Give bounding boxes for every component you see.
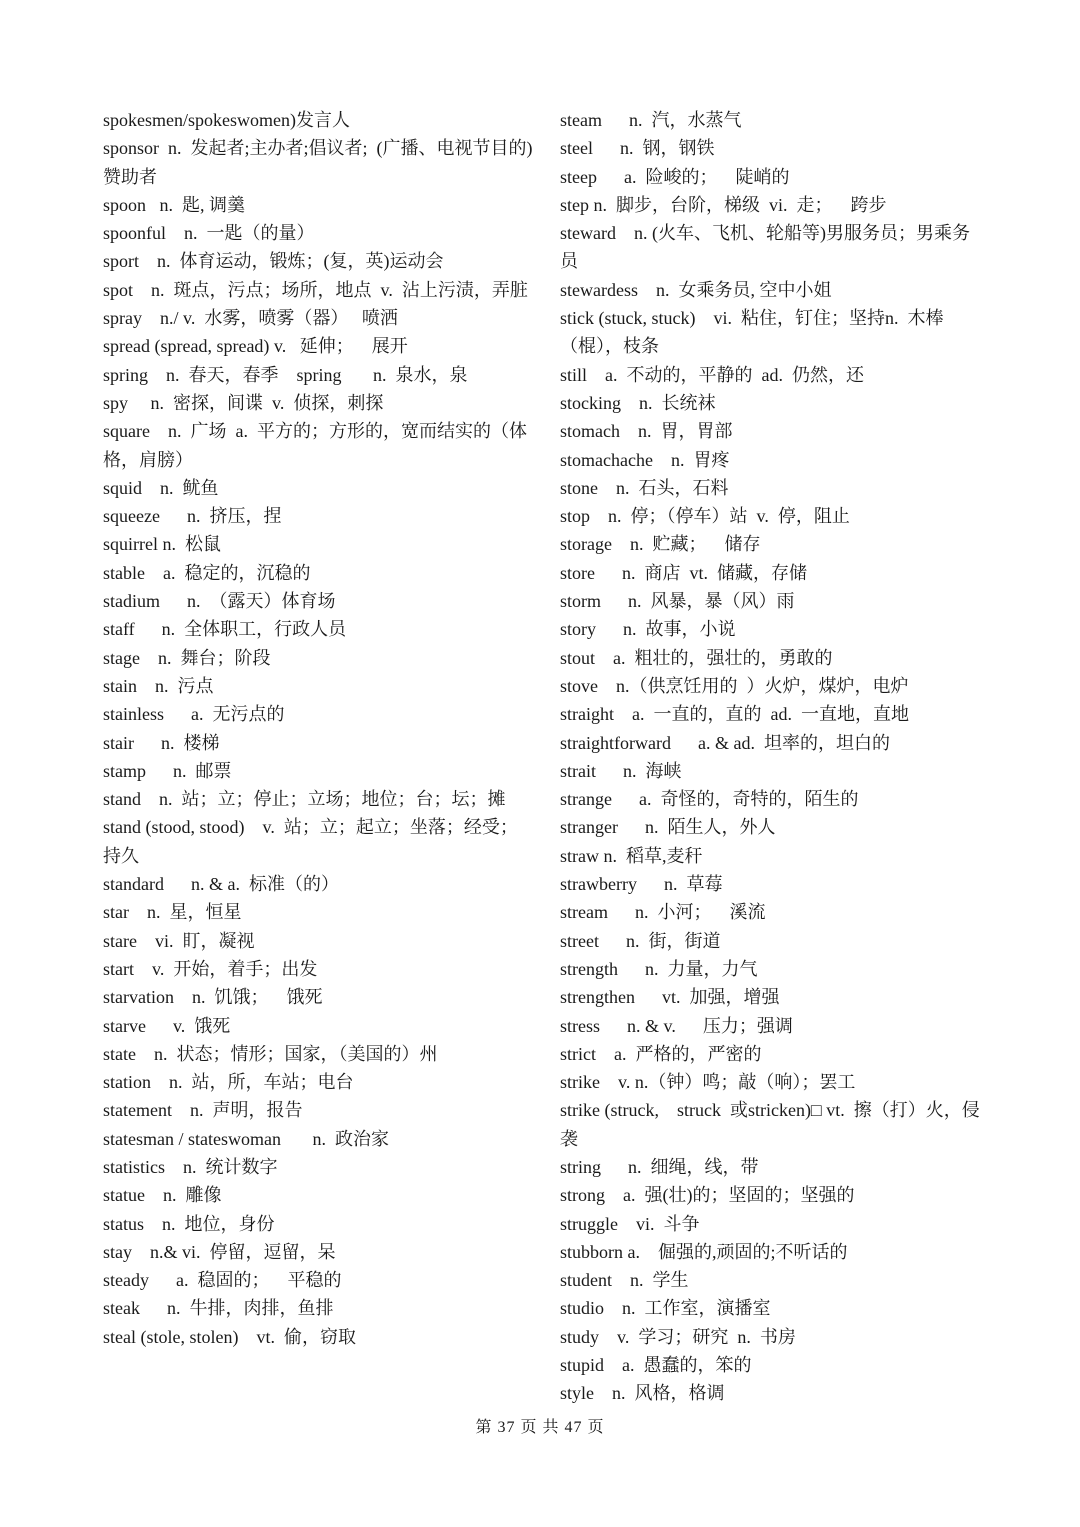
vocab-entry: stand n. 站；立；停止；立场；地位；台；坛；摊 (103, 789, 506, 810)
vocab-entry: spy n. 密探，间谍 v. 侦探，刺探 (103, 392, 384, 413)
vocab-entry: spot n. 斑点，污点；场所，地点 v. 沾上污渍，弄脏 (103, 279, 528, 300)
vocab-entry: stage n. 舞台；阶段 (103, 647, 271, 668)
vocab-entry: stove n.（供烹饪用的 ）火炉，煤炉，电炉 (560, 675, 909, 696)
vocab-entry: status n. 地位，身份 (103, 1213, 275, 1234)
vocab-entry: store n. 商店 vt. 储藏，存储 (560, 562, 807, 583)
vocab-entry: storm n. 风暴，暴（风）雨 (560, 591, 795, 612)
vocab-entry: steal (stole, stolen) vt. 偷，窃取 (103, 1326, 356, 1347)
vocab-entry: straightforward a. & ad. 坦率的，坦白的 (560, 732, 890, 753)
vocab-entry: straight a. 一直的，直的 ad. 一直地，直地 (560, 704, 909, 725)
vocab-entry: studio n. 工作室，演播室 (560, 1298, 771, 1319)
vocab-entry: step n. 脚步，台阶，梯级 vi. 走； 跨步 (560, 194, 887, 215)
vocab-entry: steward n. (火车、飞机、轮船等)男服务员；男乘务员 (560, 223, 970, 272)
vocab-entry: strike (struck, struck 或stricken)□ vt. 擦（打）火，侵袭 (560, 1100, 980, 1149)
vocab-entry: stubborn a. 倔强的,顽固的;不听话的 (560, 1241, 848, 1262)
vocab-entry: spring n. 春天，春季 spring n. 泉水，泉 (103, 364, 468, 385)
vocab-entry: stare vi. 盯，凝视 (103, 930, 255, 951)
vocab-entry: standard n. & a. 标准（的） (103, 874, 339, 895)
vocab-entry: stomach n. 胃，胃部 (560, 421, 733, 442)
vocab-entry: street n. 街，街道 (560, 930, 721, 951)
vocab-entry: steady a. 稳固的； 平稳的 (103, 1270, 342, 1291)
vocab-entry: stone n. 石头，石料 (560, 477, 729, 498)
vocab-entry: statement n. 声明，报告 (103, 1100, 303, 1121)
vocab-entry: star n. 星，恒星 (103, 902, 242, 923)
vocab-entry: staff n. 全体职工，行政人员 (103, 619, 347, 640)
vocab-entry: stadium n. （露天）体育场 (103, 591, 336, 612)
vocab-entry: stout a. 粗壮的，强壮的，勇敢的 (560, 647, 833, 668)
vocab-entry: statesman / stateswoman n. 政治家 (103, 1128, 389, 1149)
vocab-entry: squirrel n. 松鼠 (103, 534, 221, 555)
vocab-entry: strong a. 强(壮)的；坚固的；坚强的 (560, 1185, 855, 1206)
vocab-entry: stop n. 停；（停车）站 v. 停，阻止 (560, 506, 850, 527)
vocab-entry: squid n. 鱿鱼 (103, 477, 219, 498)
right-column (560, 106, 985, 1408)
vocab-entry: start v. 开始，着手；出发 (103, 958, 318, 979)
vocab-entry: stainless a. 无污点的 (103, 704, 285, 725)
vocab-entry: strength n. 力量，力气 (560, 958, 758, 979)
vocab-entry: spoonful n. 一匙（的量） (103, 223, 315, 244)
left-column (103, 106, 533, 1351)
vocab-entry: struggle vi. 斗争 (560, 1213, 700, 1234)
vocab-entry: stay n.& vi. 停留，逗留，呆 (103, 1241, 336, 1262)
vocab-entry: stranger n. 陌生人，外人 (560, 817, 776, 838)
vocab-entry: statistics n. 统计数字 (103, 1156, 278, 1177)
vocab-entry: strawberry n. 草莓 (560, 874, 723, 895)
vocab-entry: sport n. 体育运动，锻炼；(复，英)运动会 (103, 251, 444, 272)
vocab-entry: station n. 站，所，车站；电台 (103, 1072, 354, 1093)
vocab-entry: steak n. 牛排，肉排，鱼排 (103, 1298, 334, 1319)
vocab-entry: statue n. 雕像 (103, 1185, 222, 1206)
vocab-entry: string n. 细绳，线，带 (560, 1156, 759, 1177)
vocab-entry: steep a. 险峻的； 陡峭的 (560, 166, 790, 187)
vocab-entry: stable a. 稳定的，沉稳的 (103, 562, 311, 583)
vocab-entry: spokesmen/spokeswomen)发言人 (103, 110, 350, 130)
vocab-entry: stupid a. 愚蠢的，笨的 (560, 1355, 752, 1376)
vocab-entry: steam n. 汽，水蒸气 (560, 110, 742, 130)
vocab-entry: storage n. 贮藏； 储存 (560, 534, 761, 555)
vocab-entry: strike v. n.（钟）鸣；敲（响）；罢工 (560, 1072, 856, 1093)
vocab-entry: stand (stood, stood) v. 站；立；起立；坐落；经受；持久 (103, 817, 518, 866)
vocab-entry: spread (spread, spread) v. 延伸； 展开 (103, 336, 408, 357)
vocab-entry: starve v. 饿死 (103, 1015, 231, 1036)
vocab-entry: strange a. 奇怪的，奇特的，陌生的 (560, 789, 859, 810)
vocab-entry: stamp n. 邮票 (103, 760, 232, 781)
vocab-entry: stocking n. 长统袜 (560, 392, 716, 413)
vocab-entry: strengthen vt. 加强，增强 (560, 987, 780, 1008)
vocab-entry: squeeze n. 挤压，捏 (103, 506, 282, 527)
vocab-entry: stream n. 小河； 溪流 (560, 902, 766, 923)
vocab-entry: stick (stuck, stuck) vi. 粘住，钉住；坚持n. 木棒（棍），枝条 (560, 308, 944, 357)
vocab-entry: starvation n. 饥饿； 饿死 (103, 987, 323, 1008)
vocab-entry: story n. 故事，小说 (560, 619, 736, 640)
vocab-entry: spray n./ v. 水雾，喷雾（器） 喷洒 (103, 308, 398, 329)
vocab-entry: student n. 学生 (560, 1270, 689, 1291)
vocab-entry: stain n. 污点 (103, 675, 214, 696)
vocab-entry: still a. 不动的，平静的 ad. 仍然，还 (560, 364, 864, 385)
vocab-entry: sponsor n. 发起者;主办者;倡议者; (广播、电视节目的)赞助者 (103, 138, 533, 187)
vocab-entry: stewardess n. 女乘务员, 空中小姐 (560, 279, 832, 300)
vocab-entry: stomachache n. 胃疼 (560, 449, 730, 470)
vocab-entry: style n. 风格，格调 (560, 1383, 725, 1404)
vocab-entry: strait n. 海峡 (560, 760, 682, 781)
vocab-entry: steel n. 钢，钢铁 (560, 138, 715, 159)
vocab-entry: straw n. 稻草,麦秆 (560, 845, 703, 866)
vocab-entry: study v. 学习；研究 n. 书房 (560, 1326, 796, 1347)
page-footer: 第 37 页 共 47 页 (475, 1419, 605, 1436)
vocab-entry: stress n. & v. 压力；强调 (560, 1015, 793, 1036)
vocab-entry: strict a. 严格的，严密的 (560, 1043, 762, 1064)
vocab-entry: stair n. 楼梯 (103, 732, 220, 753)
vocab-entry: state n. 状态；情形；国家，（美国的）州 (103, 1043, 438, 1064)
vocab-entry: square n. 广场 a. 平方的；方形的，宽而结实的（体格，肩膀） (103, 421, 527, 470)
vocab-entry: spoon n. 匙, 调羹 (103, 194, 246, 215)
